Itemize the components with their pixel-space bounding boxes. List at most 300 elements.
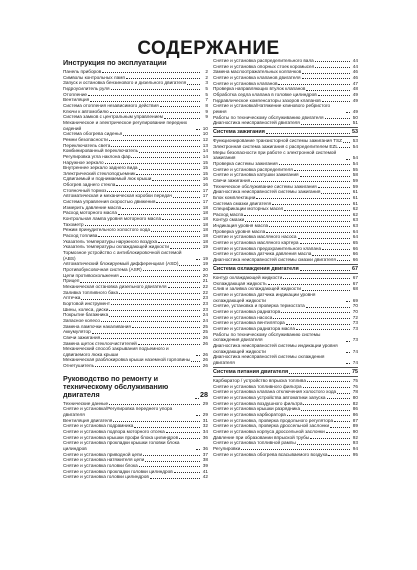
toc-item-text: Снятие, установка и проверка термостата: [213, 303, 305, 309]
toc-item-text: Электронная система зажигания с распределителем EZL: [213, 143, 338, 149]
toc-right-column: [213, 58, 358, 457]
leader-dots: [251, 181, 350, 182]
toc-item-text: Снятие и установка, проверка продольного регулятора: [213, 417, 334, 423]
toc-item: [63, 346, 208, 357]
toc-item-page: 72: [352, 314, 358, 320]
toc-item-page: 63: [352, 223, 358, 229]
toc-item-text: Снятие и установка распределительного вала: [213, 58, 314, 63]
toc-item-text: Механический способ закрывания подъемного и сдвигаемого люка крыши: [63, 346, 169, 357]
toc-item-text: Снятие и установка предохранительного клапана: [213, 245, 322, 251]
toc-item-text: Регулировка угла наклона фар: [63, 153, 131, 159]
toc-item-text: Автоматическая и механическая коробки передач: [63, 193, 172, 199]
toc-item-page: 51: [352, 120, 358, 126]
toc-item-text: Давление при образовании впрыской трубы: [213, 434, 310, 440]
toc-item-text: Снятие и установка клапанов двигателя: [213, 74, 301, 80]
toc-item-page: 54: [352, 143, 358, 149]
leader-dots: [150, 478, 200, 479]
toc-item-text: Прицеп: [63, 278, 80, 284]
leader-dots: [111, 304, 200, 305]
toc-item-text: Снятие и установка прокладки крышки головки блока цилиндров: [63, 440, 180, 452]
toc-item-text: Покрытие багажника: [63, 312, 109, 318]
toc-item-page: 55: [352, 166, 358, 172]
toc-item: [213, 292, 358, 303]
toc-item-page: 18: [202, 210, 208, 216]
toc-item-page: 63: [352, 217, 358, 223]
leader-dots: [266, 133, 350, 134]
leader-dots: [109, 404, 200, 405]
toc-item-page: 17: [202, 199, 208, 205]
toc-item-page: 95: [352, 451, 358, 457]
toc-item-text: Снятие и установка головки цилиндров: [63, 474, 149, 480]
toc-item-text: Гидроусилитель руля: [63, 85, 110, 91]
leader-dots: [109, 140, 200, 141]
leader-dots: [92, 333, 200, 334]
toc-item-text: Автоматический блокируемый дифференциал (ASD): [63, 261, 179, 267]
toc-item-page: 59: [352, 183, 358, 189]
toc-item-page: 74: [352, 348, 358, 354]
leader-dots: [119, 293, 200, 294]
toc-item-page: 14: [202, 153, 208, 159]
toc-item-page: 26: [202, 340, 208, 346]
toc-item-page: 32: [202, 423, 208, 429]
toc-item-text: Вентиляция двигателя: [63, 417, 113, 423]
toc-item-page: 92: [352, 434, 358, 440]
leader-dots: [110, 112, 200, 113]
leader-dots: [302, 78, 350, 79]
toc-item: [63, 406, 208, 417]
toc-item-text: Замена лампочки накаливания: [63, 323, 131, 329]
toc-list-fuel: [213, 378, 358, 457]
toc-item-text: Снятие и установка клапанов: [213, 80, 278, 86]
toc-item-text: Замена маслоотражательных колпачков: [213, 69, 302, 75]
toc-item-page: 10: [202, 131, 208, 137]
toc-item-text: Снятие и установка распределителя: [213, 166, 293, 172]
toc-item-page: 15: [202, 165, 208, 171]
leader-dots: [131, 157, 200, 158]
toc-item-page: 49: [352, 108, 358, 114]
toc-item-page: 61: [352, 200, 358, 206]
toc-item-text: Система отопления независимого действия: [63, 102, 159, 108]
toc-item-text: Комбинированный переключатель: [63, 148, 139, 154]
toc-item-page: 66: [352, 251, 358, 257]
leader-dots: [170, 248, 200, 249]
leader-dots: [120, 276, 200, 277]
toc-item-text: Стояночный тормоз: [63, 187, 107, 193]
leader-dots: [278, 84, 350, 85]
toc-item-page: 36: [202, 434, 208, 440]
leader-dots: [195, 398, 199, 399]
leader-dots: [279, 164, 350, 165]
toc-item-page: 89: [352, 423, 358, 429]
toc-item-text: Система смазки двигателя: [213, 200, 272, 206]
leader-dots: [337, 393, 350, 394]
toc-item-page: 62: [352, 206, 358, 212]
toc-item-text: Вентиляция: [63, 97, 90, 103]
toc-list-cooling: [213, 275, 358, 366]
toc-item-text: Снятие и установка устройства автоматики запуска: [213, 395, 326, 400]
toc-item-page: 18: [202, 216, 208, 222]
toc-item-page: 26: [202, 351, 208, 357]
leader-dots: [268, 284, 350, 285]
toc-item-text: Снятие и установка подрамника: [63, 423, 134, 429]
toc-item: [213, 257, 358, 263]
toc-item-text: Расход топлива: [63, 233, 98, 239]
toc-item-page: 74: [352, 359, 358, 365]
leader-dots: [266, 232, 350, 233]
toc-item-page: 94: [352, 445, 358, 451]
section-cooling-title: Система охлаждения двигателя: [213, 265, 299, 272]
leader-dots: [138, 344, 200, 345]
toc-item-page: 44: [352, 58, 358, 63]
leader-dots: [116, 185, 200, 186]
toc-item-page: 70: [352, 309, 358, 315]
toc-item-page: 25: [202, 329, 208, 335]
leader-dots: [102, 72, 200, 73]
toc-item-page: 21: [202, 278, 208, 284]
leader-dots: [272, 204, 350, 205]
toc-item-page: 15: [202, 170, 208, 176]
leader-dots: [256, 198, 350, 199]
toc-item-text: Механическая остановка дизельного двигателя: [63, 283, 167, 289]
toc-item-page: 16: [202, 182, 208, 188]
toc-item-text: Диагностика неисправностей двигателя: [213, 120, 300, 126]
toc-item-text: Снятие и установка карбюратора: [213, 411, 286, 417]
leader-dots: [174, 472, 200, 473]
leader-dots: [334, 421, 350, 422]
toc-list-ignition: [213, 138, 358, 195]
toc-item-text: Снятие и установка датчика давления масла: [213, 251, 312, 257]
leader-dots: [284, 210, 350, 211]
section-fuel: [213, 367, 358, 376]
toc-item-text: Снятие и установка прокладки головки цилиндров: [63, 468, 173, 474]
toc-item-page: 65: [352, 240, 358, 246]
toc-item-text: Снятие и установка вентилятора: [213, 320, 285, 326]
toc-item-text: Снятие и установка топливного фильтра: [213, 383, 302, 389]
section-cooling-page: 67: [352, 265, 358, 272]
toc-item-page: 26: [202, 357, 208, 363]
toc-item: [213, 332, 358, 343]
section-heading-repair: [63, 374, 208, 401]
leader-dots: [301, 410, 350, 411]
toc-item-text: Диагностика неисправностей системы зажигания: [213, 189, 321, 195]
leader-dots: [118, 214, 200, 215]
toc-item-text: Ключи к автомобилю: [63, 108, 109, 114]
toc-item-page: 18: [202, 227, 208, 233]
leader-dots: [306, 307, 350, 308]
toc-item-text: Технические данные: [63, 400, 109, 406]
toc-item-text: Переключатель света: [63, 142, 111, 148]
leader-dots: [346, 159, 350, 160]
toc-item-text: Снятие и установка воздушного фильтра: [213, 400, 303, 406]
leader-dots: [303, 387, 350, 388]
leader-dots: [90, 101, 200, 102]
leader-dots: [95, 366, 200, 367]
toc-item-page: 54: [352, 160, 358, 166]
toc-item-page: 8: [205, 102, 208, 108]
toc-list-operation: [63, 69, 208, 369]
section-ignition: [213, 127, 358, 136]
leader-dots: [294, 170, 350, 171]
toc-item-page: 13: [202, 142, 208, 148]
toc-item-page: 17: [202, 187, 208, 193]
leader-dots: [310, 438, 350, 439]
toc-item-text: Снятие и установка приводной цепи: [63, 451, 143, 457]
toc-item-page: 26: [202, 363, 208, 369]
toc-item-text: Снятие и установка головки блока: [63, 463, 138, 468]
leader-dots: [298, 238, 350, 239]
toc-item-text: Отопление: [63, 91, 88, 97]
toc-item-text: Замена щеток стеклоочистителей: [63, 340, 137, 346]
toc-item-text: Снятие и установка натяжителя цепи: [63, 457, 145, 463]
toc-item-text: Контрольная лампа уровня моторного масла: [63, 216, 162, 222]
toc-item-page: 76: [352, 383, 358, 389]
toc-item: [213, 103, 358, 114]
toc-item-page: 5: [205, 91, 208, 97]
leader-dots: [143, 455, 200, 456]
toc-item-text: Тормозное устройство с антиблокировочной системой (ABS): [63, 250, 182, 261]
toc-item-page: 34: [202, 429, 208, 435]
leader-dots: [325, 118, 350, 119]
toc-item-text: Система управления скоростью движения: [63, 199, 156, 205]
toc-item-page: 25: [202, 323, 208, 329]
toc-item-text: Механическая разблокировка крыши наземной горловины: [63, 357, 191, 363]
toc-item-text: Меры безопасности при работе с электронной системой зажигания: [213, 149, 337, 161]
toc-item-text: Ремни безопасности: [63, 136, 108, 142]
leader-dots: [160, 106, 200, 107]
toc-item-page: 80: [352, 395, 358, 400]
leader-dots: [337, 260, 350, 261]
toc-item-page: 15: [202, 159, 208, 165]
toc-item-page: 66: [352, 257, 358, 263]
toc-item-text: Снятие и установка масляного насоса: [213, 234, 297, 240]
toc-item-text: Расход масла: [213, 211, 244, 217]
leader-dots: [307, 381, 350, 382]
leader-dots: [88, 95, 200, 96]
toc-item-page: 14: [202, 148, 208, 154]
leader-dots: [196, 129, 200, 130]
toc-item-text: Диагностика неисправностей системы смазки двигателя: [213, 257, 336, 263]
toc-item-text: Охлаждающая жидкость: [213, 280, 267, 286]
toc-item: [63, 250, 208, 261]
toc-item-page: 70: [352, 303, 358, 309]
toc-item-text: Указатель температуры охлаждающей жидкости: [63, 244, 169, 250]
toc-item-text: Панель приборов: [63, 69, 102, 74]
toc-item-page: 23: [202, 295, 208, 301]
toc-item-text: Снятие и установка крышки разрядника: [213, 406, 301, 412]
toc-item-page: 39: [202, 463, 208, 468]
toc-item-text: Указатель температуры наружного воздуха: [63, 238, 158, 244]
toc-item-text: Снятие и установка топливной рампы: [213, 440, 296, 446]
toc-item-page: 23: [202, 300, 208, 306]
leader-dots: [122, 208, 200, 209]
leader-dots: [152, 180, 200, 181]
leader-dots: [346, 112, 350, 113]
toc-item-page: 12: [202, 136, 208, 142]
leader-dots: [302, 73, 350, 74]
toc-item-page: 78: [352, 389, 358, 395]
toc-item-text: Функционирование транзисторной системы зажигания TSZ: [213, 138, 343, 144]
leader-dots: [101, 321, 200, 322]
toc-item-page: 41: [202, 468, 208, 474]
toc-item-text: Тахометр: [63, 221, 84, 227]
leader-dots: [283, 278, 350, 279]
toc-item-text: Слив и заливка охлаждающей жидкости: [213, 286, 301, 292]
toc-item-text: Сдвигаемый и поднимаемый люк крыши: [63, 176, 152, 182]
toc-item-page: 22: [202, 283, 208, 289]
toc-item-text: Расход моторного масла: [63, 210, 118, 216]
toc-item-text: Контур охлаждающей жидкости: [213, 275, 283, 281]
toc-item-text: Механическое и электрическое регулирование передних сидений: [63, 119, 188, 131]
toc-item-text: Снятие и установка масляного картера: [213, 240, 299, 246]
toc-item-page: 46: [352, 74, 358, 80]
toc-item-page: 29: [202, 412, 208, 418]
leader-dots: [179, 438, 200, 439]
toc-item-text: Запуск и остановка бензинового и дизельного двигателя: [63, 80, 187, 86]
toc-item-text: Запасное колесо: [63, 317, 100, 323]
toc-item-page: 73: [352, 326, 358, 332]
leader-dots: [139, 169, 200, 170]
section-heading-repair-text: Руководство по ремонту и техническому обслуживанию двигателя: [63, 373, 169, 399]
toc-item: [213, 452, 358, 458]
toc-item-page: 86: [352, 406, 358, 412]
toc-item-text: Режим принудительного холостого хода: [63, 227, 150, 233]
toc-item-text: Снятие и установка катушки зажигания: [213, 172, 299, 178]
toc-item-page: 2: [205, 69, 208, 74]
toc-item-page: 59: [352, 177, 358, 183]
toc-item-text: Снятие и установка насоса: [213, 314, 273, 320]
leader-dots: [327, 398, 351, 399]
toc-item-text: Свечи зажигания: [63, 334, 101, 340]
leader-dots: [145, 461, 200, 462]
toc-item: [213, 343, 358, 354]
toc-item-text: Снятие и установка подпора моторного отсека: [63, 429, 165, 435]
toc-item-text: Система замков с центральным управлением: [63, 114, 164, 120]
toc-item-text: Блок комплектации: [213, 194, 256, 200]
section-cooling: [213, 264, 358, 273]
toc-item-page: 49: [352, 97, 358, 103]
toc-item-page: 31: [202, 417, 208, 423]
toc-item-page: 53: [352, 138, 358, 144]
leader-dots: [151, 231, 200, 232]
toc-item-page: 17: [202, 193, 208, 199]
leader-dots: [158, 242, 200, 243]
leader-dots: [179, 265, 200, 266]
toc-item-text: Бортовой инструмент: [63, 300, 110, 306]
toc-item-page: 19: [202, 244, 208, 250]
toc-item-text: Диагностика неисправностей системы индикации уровня охлаждающей жидкости: [213, 343, 338, 354]
toc-item-text: Снятие и установка клапана отключения холостого хода: [213, 389, 337, 395]
toc-item: [213, 354, 358, 365]
toc-list-lubrication: [213, 201, 358, 263]
toc-item-page: 9: [205, 114, 208, 120]
toc-item-page: 9: [205, 108, 208, 114]
leader-dots: [303, 404, 350, 405]
toc-item-text: Спецификации моторных масел: [213, 206, 284, 212]
leader-dots: [315, 67, 350, 68]
leader-dots: [191, 361, 200, 362]
toc-item-page: 20: [202, 266, 208, 272]
toc-item-page: 62: [352, 211, 358, 217]
leader-dots: [296, 329, 350, 330]
leader-dots: [187, 84, 200, 85]
toc-item-text: Техническое обслуживание системы зажигания: [213, 183, 317, 189]
leader-dots: [244, 215, 350, 216]
leader-dots: [164, 118, 200, 119]
toc-item-page: 67: [352, 275, 358, 281]
toc-item-page: 18: [202, 221, 208, 227]
toc-left-column: [63, 58, 208, 480]
leader-dots: [111, 89, 201, 90]
leader-dots: [306, 90, 350, 91]
toc-list-repair: [63, 401, 208, 480]
toc-item-text: Регулировки: [213, 445, 241, 451]
toc-item-text: Проверка уровня масла: [213, 228, 266, 234]
leader-dots: [301, 124, 350, 125]
section-ignition-title: Система зажигания: [213, 128, 265, 135]
leader-dots: [111, 146, 200, 147]
toc-item-text: Диагностика неисправностей системы охлаждения двигателя: [213, 354, 325, 365]
toc-item-page: 54: [352, 155, 358, 161]
leader-dots: [346, 341, 350, 342]
leader-dots: [156, 202, 200, 203]
toc-item-page: 18: [202, 204, 208, 210]
section-heading-repair-page: 28: [200, 389, 208, 399]
toc-item-text: Цепи противоскольжения: [63, 272, 119, 278]
toc-item-text: Внутреннее зеркало заднего вида: [63, 165, 138, 171]
toc-item-text: Шины, колеса, диски: [63, 306, 109, 312]
toc-item-page: 69: [352, 297, 358, 303]
leader-dots: [109, 310, 200, 311]
toc-item-page: 24: [202, 317, 208, 323]
toc-item-page: 64: [352, 234, 358, 240]
section-fuel-title: Система питания двигателя: [213, 368, 289, 375]
toc-item-page: 22: [202, 289, 208, 295]
leader-dots: [281, 312, 350, 313]
toc-item-page: 16: [202, 176, 208, 182]
toc-item-page: 48: [352, 86, 358, 92]
toc-item-text: Индикация уровня масла: [213, 223, 269, 229]
leader-dots: [109, 316, 200, 317]
leader-dots: [126, 78, 200, 79]
toc-item-text: Обогрев заднего стекла: [63, 182, 116, 188]
toc-item-page: 86: [352, 411, 358, 417]
leader-dots: [318, 187, 350, 188]
toc-item-page: 64: [352, 228, 358, 234]
leader-dots: [162, 219, 200, 220]
leader-dots: [300, 176, 350, 177]
leader-dots: [328, 455, 350, 456]
leader-dots: [346, 363, 350, 364]
leader-dots: [196, 415, 200, 416]
toc-item-text: Проверка системы зажигания: [213, 160, 278, 166]
toc-item-page: 93: [352, 440, 358, 446]
leader-dots: [101, 338, 200, 339]
leader-dots: [143, 270, 200, 271]
toc-item-page: 87: [352, 417, 358, 423]
leader-dots: [105, 163, 200, 164]
toc-item-text: Противобуксовочная система (ASR): [63, 266, 142, 272]
toc-item-page: 20: [202, 272, 208, 278]
toc-item-text: Измерить давление масла: [63, 204, 122, 210]
leader-dots: [132, 327, 200, 328]
leader-dots: [81, 299, 200, 300]
toc-item-page: 61: [352, 189, 358, 195]
toc-item-text: Снятие и установка опорных стоек коромысел: [213, 63, 315, 69]
leader-dots: [98, 236, 200, 237]
toc-item-page: 50: [352, 114, 358, 120]
toc-item-text: Снятие и установка корпуса дроссельной заслонки: [213, 428, 325, 434]
leader-dots: [139, 466, 200, 467]
